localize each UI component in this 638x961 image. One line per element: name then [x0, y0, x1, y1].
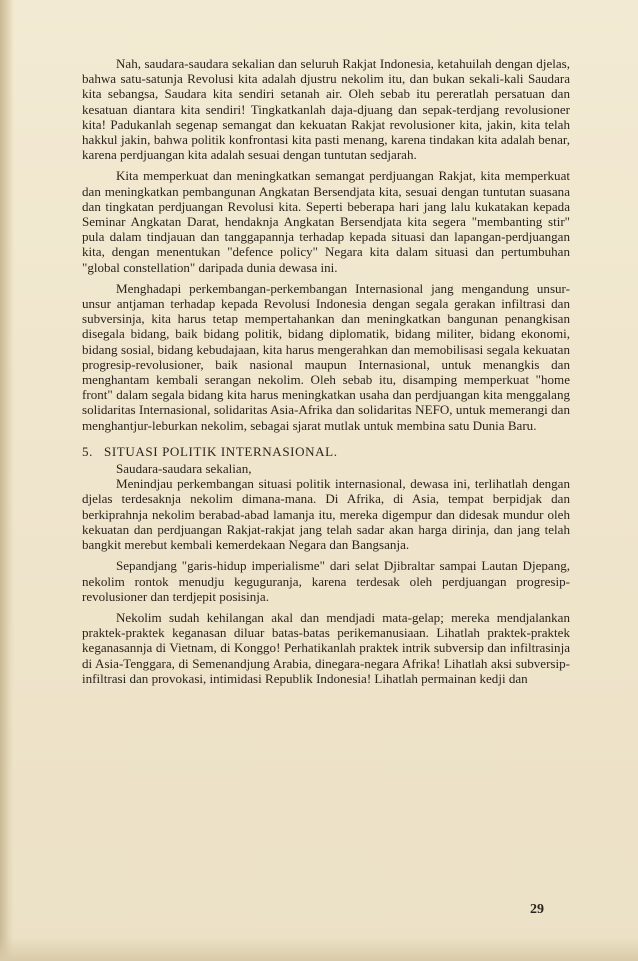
paragraph-2: Kita memperkuat dan meningkatkan semangat perdjuangan Rakjat, kita memperkuat dan meningkatkan pembangunan Angkatan Bersendjata kita, sesuai dengan tuntutan suasana dan tingkatan perdjuangan Revolusi kita. Seperti beberapa hari jang lalu kukatakan kepada Seminar Angkatan Darat, hendaknja Angkatan Bersendjata kita segera "membanting stir" pula dalam tindjauan dan tanggapannja terhadap kepada situasi dan lapangan-perdjuangan kita, dengan menentukan "defence policy" Negara kita dalam situasi dan pertumbuhan "global constellation" daripada dunia dewasa ini.: [82, 168, 570, 275]
page-text-body: [82, 56, 570, 686]
section-number: 5.: [82, 443, 93, 459]
paragraph-3: Menghadapi perkembangan-perkembangan Internasional jang mengandung unsur-unsur antjaman terhadap kepada Revolusi Indonesia dengan segala gerakan infiltrasi dan subversinja, kita harus tetap mempertahankan dan meningkatkan bangunan penangkisan disegala bidang, baik bidang politik, bidang diplomatik, bidang militer, bidang ekonomi, bidang sosial, bidang kebudajaan, kita harus mengerahkan dan memobilisasi segala kekuatan progresip-revolusioner, baik nasional maupun Internasional, untuk menangkis dan menghantam kembali serangan nekolim. Oleh sebab itu, disamping memperkuat "home front" dalam segala bidang kita harus meningkatkan usaha dan perdjuangan kita menggalang solidaritas Internasional, solidaritas Asia-Afrika dan solidaritas NEFO, untuk memerangi dan menghantjur-leburkan nekolim, sebagai sjarat mutlak untuk membina satu Dunia Baru.: [82, 280, 570, 433]
page-binding-edge: [0, 0, 14, 961]
paragraph-1: Nah, saudara-saudara sekalian dan seluruh Rakjat Indonesia, ketahuilah dengan djelas, bahwa satu-satunja Revolusi kita adalah djustru nekolim itu, dan bukan sekali-kali Saudara kita sebangsa, Saudara kita sendiri setanah air. Oleh sebab itu pereratlah persatuan dan kesatuan diantara kita sendiri! Tingkatkanlah daja-djuang dan sepak-terdjang revolusioner kita! Padukanlah segenap semangat dan kekuatan Rakjat revolusioner kita, jakin, kita telah hakkul jakin, bahwa politik konfrontasi kita pasti menang, karena tindakan kita adalah benar, karena perdjuangan kita adalah sesuai dengan tuntutan sedjarah.: [82, 56, 570, 163]
paragraph-6: Nekolim sudah kehilangan akal dan mendjadi mata-gelap; mereka mendjalankan praktek-praktek keganasan diluar batas-batas perikemanusiaan. Lihatlah praktek-praktek keganasannja di Vietnam, di Konggo! Perhatikanlah praktek intrik subversip dan infiltrasinja di Asia-Tenggara, di Semenandjung Arabia, dinegara-negara Afrika! Lihatlah aksi subversip-infiltrasi dan provokasi, intimidasi Republik Indonesia! Lihatlah permainan kedji dan: [82, 609, 570, 686]
section-title: SITUASI POLITIK INTERNASIONAL.: [104, 443, 338, 459]
paragraph-4: Menindjau perkembangan situasi politik internasional, dewasa ini, terlihatlah dengan djelas terdesaknja nekolim dimana-mana. Di Afrika, di Asia, tempat berpidjak dan berkiprahnja nekolim berabad-abad lamanja itu, mereka digempur dan didesak mundur oleh kekuatan dan perdjuangan Rakjat-rakjat jang telah sadar akan harga dirinja, dan jang telah bangkit merebut kembali kemerdekaan Negara dan Bangsanja.: [82, 476, 570, 553]
page-bottom-edge: [0, 937, 638, 961]
paragraph-5: Sepandjang "garis-hidup imperialisme" dari selat Djibraltar sampai Lautan Djepang, nekolim rontok menudju keguguranja, karena terdesak oleh perdjuangan progresip-revolusioner dan terdjepit posisinja.: [82, 558, 570, 604]
salutation: Saudara-saudara sekalian,: [116, 461, 252, 477]
section-heading: [82, 444, 570, 459]
page-number: 29: [530, 902, 544, 917]
